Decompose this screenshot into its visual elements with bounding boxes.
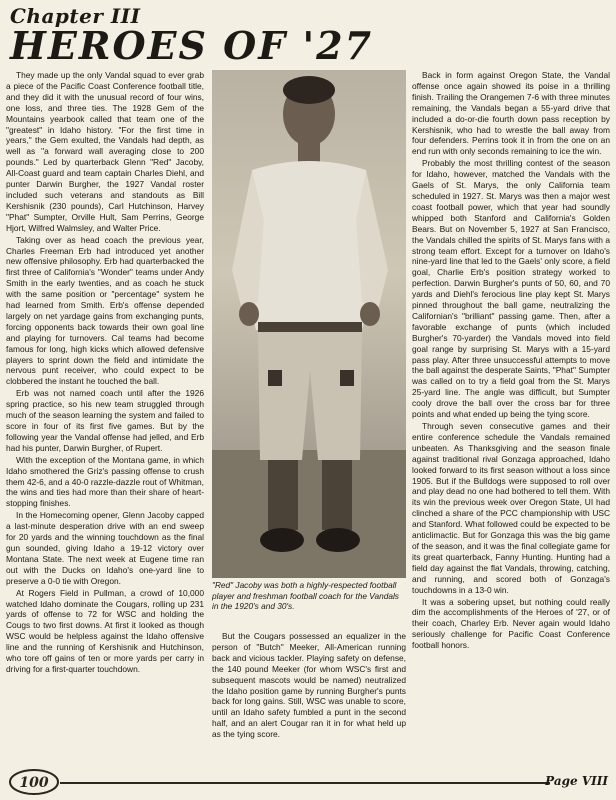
paragraph: Through seven consecutive games and their entire conference schedule the Vandals remained unbeaten. As Thanksgiving and the season finale against traditional rival Gonzaga approached, Idaho looked forward to its first season without a loss since 1905. But if the Bulldogs were supposed to roll over and play dead no one had bothered to tell them. With its win the previous week over Oregon State, UI had clinched a share of the PCC championship with USC and Stanford. What followed could be expected to be anticlimactic. But for Gonzaga this was the big game of the season, and it was the final collegiate game for its great quarterback, Fanny Hunting. Hunting had a field day against the flat Vandals, throwing, catching, and running, and scored both of Gonzaga's touchdowns in a 13-0 win.	[412, 421, 610, 595]
paragraph: Taking over as head coach the previous year, Charles Freeman Erb had introduced yet another new offensive philosophy. Erb had quarterbacked the first three of California's "Wonder" teams under Andy Smith in the early twenties, and as coach he stuck with the same position or "percentage" system he had learned from Smith. Erb's offense depended largely on net yardage gains from exchanging punts, forcing opponents back towards their own goal line and playing for turnovers. Cal teams had become famous for long, high kicks which allowed defensive players to sprint down the field and intimidate the nervous punt receiver, who could expect to be clobbered the instant he touched the ball.	[6, 234, 204, 387]
paragraph: Probably the most thrilling contest of the season for Idaho, however, matched the Vandals with the Gaels of St. Marys, the only California team scheduled in 1927. St. Marys was then a major west coast football power, which that year had soundly whipped both Stanford and California's Golden Bears. But on November 5, 1927 at San Francisco, the Vandals chilled the spirits of St. Marys fans with a strong team effort. Except for a turnover on Idaho's nine-yard line that led to the Gaels' only score, a field goal, Charlie Erb's position strategy worked to perfection. Darwin Burgher's punts of 50, 60, and 70 yards and Diehl's ferocious line play kept St. Marys pinned throughout the ball game, neutralizing the Californian's "brilliant" passing game. Then, after a favorable exchange of punts (which included Burgher's 70-yarder) the Vandals moved into field goal range by surprising St. Marys with a 15-yard pass play. After three unsuccessful attempts to move the ball against the desperate Saints, "Phat" Sumpter was called on to try a field goal from the St. Marys 25-yard line. The angle was difficult, but Sumpter cooly drove the ball over the cross bar for three points and what ended up being the tying score.	[412, 158, 610, 420]
paragraph: It was a sobering upset, but nothing could really dim the accomplishments of the Heroes of '27, or of their coach, Charley Erb. Never again would Idaho seriously challenge for Pacific Coast Conference football honors.	[412, 596, 610, 651]
paragraph: At Rogers Field in Pullman, a crowd of 10,000 watched Idaho dominate the Cougars, rolling up 231 yards of offense to 72 for WSC and holding the Cougs to two first downs. At first it looked as though WSC would be helpless against the Idaho offensive line and the running of Kershisnik and Hutchinson, who tore off gains of ten or more yards per carry in driving for a first-quarter touchdown.	[6, 587, 204, 674]
logo-text: 100	[19, 775, 49, 791]
player-illustration	[212, 70, 406, 578]
paragraph: In the Homecoming opener, Glenn Jacoby capped a last-minute desperation drive with an end sweep for 20 yards and the winning touchdown as the final gun sounded, giving Idaho a 19-12 victory over Montana State. The next week at Eugene time ran out with the Ducks on Idaho's one-yard line to preserve a 0-0 tie with Oregon.	[6, 510, 204, 586]
player-photo	[212, 70, 406, 578]
paragraph: But the Cougars possessed an equalizer in the person of "Butch" Meeker, All-American running back and vicious tackler. Playing safety on defense, the 140 pound Meeker (for whom WSC's first and subsequent mascots would be named) neutralized the Idaho position game by running Burgher's punts back for long gains. Still, WSC was unable to score, until an Idaho safety fumbled a punt in the second half, and an alert Cougar ran it in for what held up as the tying score.	[212, 631, 406, 740]
chapter-label: Chapter III	[10, 4, 141, 28]
paragraph: Back in form against Oregon State, the Vandal offense once again showed its poise in a thrilling finish. Trailing the Orangemen 7-6 with three minutes remaining, the Vandals began a 55-yard drive that included a do-or-die fourth down pass reception by Kershisnik, who had to wrestle the ball away from four defenders. Perrins took it in from the one on an end run with only seconds remaining to ice the win.	[412, 70, 610, 157]
text-column-right	[412, 70, 610, 762]
footer-rule	[60, 782, 550, 784]
text-column-left	[6, 70, 204, 762]
centennial-logo-icon	[8, 768, 60, 796]
paragraph: With the exception of the Montana game, in which Idaho smothered the Griz's passing offense to crush them 42-6, and a 40-0 razzle-dazzle rout of Whitman, the wins and ties had more than their share of heart-stopping finishes.	[6, 454, 204, 509]
paragraph: They made up the only Vandal squad to ever grab a piece of the Pacific Coast Conference football title, and they did it with the unusual record of four wins, one loss, and three ties. The 1928 Gem of the Mountains yearbook called that team one of the "greatest" in Idaho history. "For the first time in years," the Gem exulted, the Vandals had depth, as well as "a forward wall averaging close to 200 pounds." Led by quarterback Glenn "Red" Jacoby, All-Coast guard and team captain Charles Diehl, and punter Darwin Burgher, the 1927 Vandal roster included such veterans and standouts as Bill Kershisnik (230 pounds), Carl Hutchinson, Harvey "Phat" Sumpter, Orville Hult, Sam Perrins, George Hjort, Wilfred Walmsley, and Walter Price.	[6, 70, 204, 233]
page-title: HEROES OF '27	[10, 23, 374, 68]
paragraph: Erb was not named coach until after the 1926 spring practice, so his new team struggled through much of the season learning the system and failed to score in four of its first five games. But by the following year the Vandal offense had jelled, and Erb had his punter, Darwin Burgher, of Rupert.	[6, 388, 204, 453]
photo-caption: "Red" Jacoby was both a highly-respected football player and freshman football coach for the Vandals in the 1920's and 30's.	[212, 580, 399, 611]
text-column-middle	[212, 631, 406, 762]
page-number: Page VIII	[545, 774, 608, 788]
